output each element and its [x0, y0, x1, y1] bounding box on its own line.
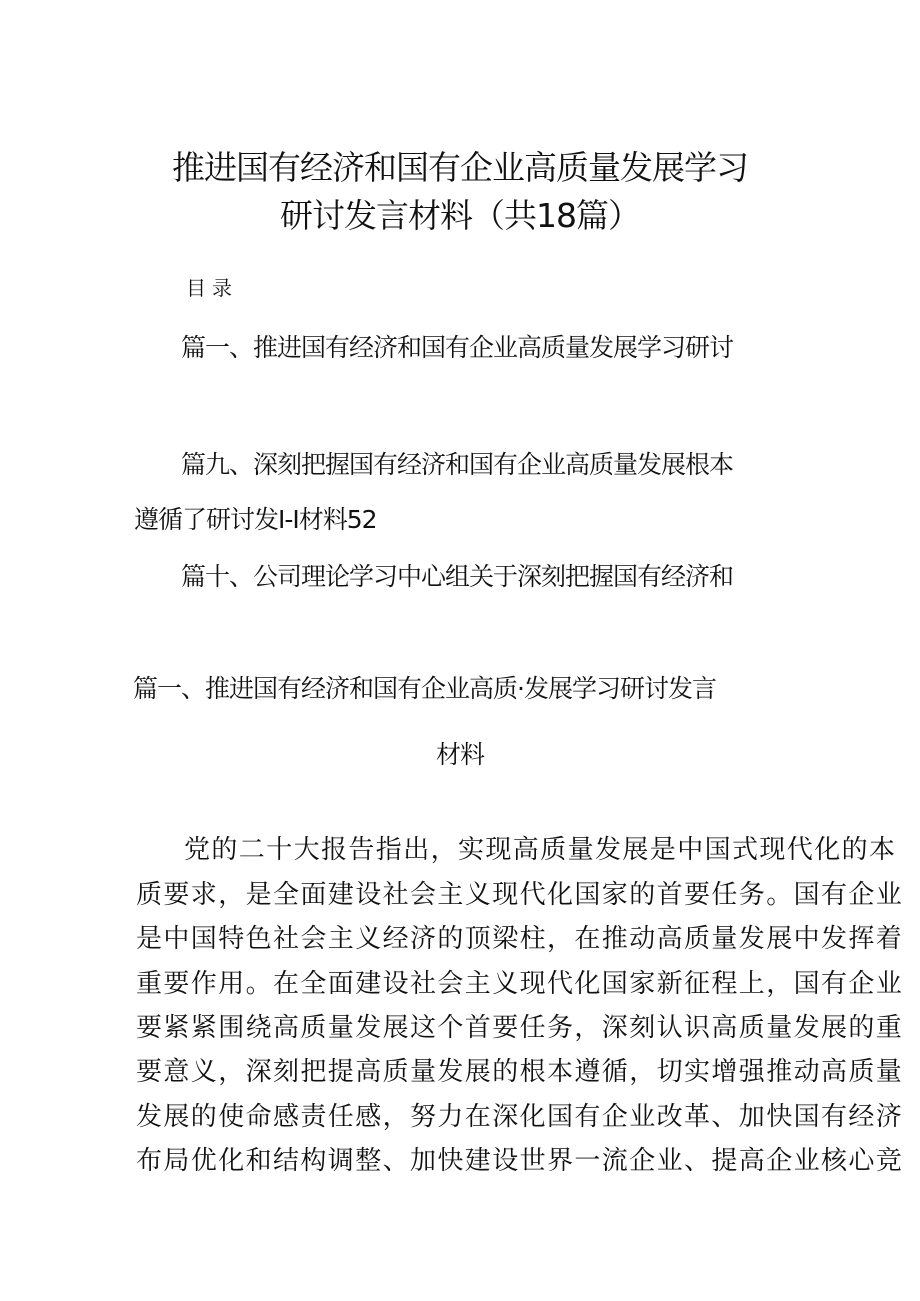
body-paragraph-line: 要紧紧围绕高质量发展这个首要任务，深刻认识高质量发展的重 — [136, 1013, 904, 1043]
toc-entry-continuation: 遵循了研讨发I-I材料52 — [134, 505, 377, 534]
body-paragraph-line: 布局优化和结构调整、加快建设世界一流企业、提高企业核心竞 — [136, 1146, 904, 1176]
body-paragraph-line: 要意义，深刻把提高质量发展的根本遵循，切实增强推动高质量 — [136, 1057, 904, 1087]
toc-entry: 篇一、推进国有经济和国有企业高质量发展学习研讨 — [181, 333, 734, 362]
body-paragraph-line: 是中国特色社会主义经济的顶梁柱，在推动高质量发展中发挥着 — [136, 924, 904, 954]
document-title-line-1: 推进国有经济和国有企业高质量发展学习 — [172, 148, 748, 187]
section-heading: 篇一、推进国有经济和国有企业高质·发展学习研讨发言 — [133, 674, 716, 703]
body-paragraph-line: 重要作用。在全面建设社会主义现代化国家新征程上，国有企业 — [136, 969, 904, 999]
toc-entry: 篇十、公司理论学习中心组关于深刻把握国有经济和 — [181, 562, 734, 591]
body-paragraph-line: 党的二十大报告指出，实现高质量发展是中国式现代化的本 — [184, 835, 897, 865]
section-heading-continuation: 材料 — [435, 740, 484, 769]
body-paragraph-line: 质要求，是全面建设社会主义现代化国家的首要任务。国有企业 — [136, 880, 904, 910]
body-paragraph-line: 发展的使命感责任感，努力在深化国有企业改革、加快国有经济 — [136, 1102, 904, 1132]
toc-entry: 篇九、深刻把握国有经济和国有企业高质量发展根本 — [181, 450, 734, 479]
document-title-line-2: 研讨发言材料（共18篇） — [280, 196, 640, 235]
toc-label: 目录 — [186, 276, 238, 300]
